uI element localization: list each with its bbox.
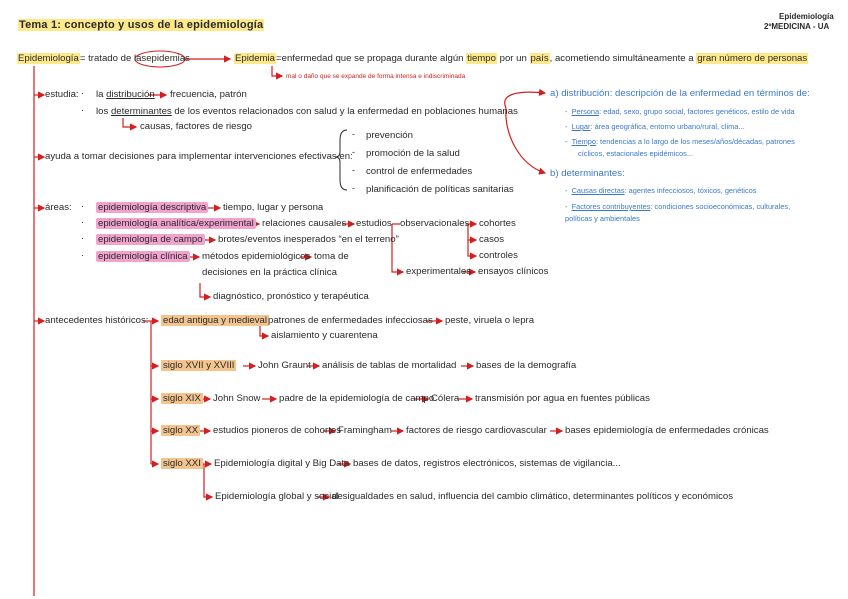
cohortes: cohortes xyxy=(479,218,516,229)
siglo-xvii: siglo XVII y XVIII xyxy=(163,360,235,371)
estudia-determinantes: los determinantes de los eventos relacionados con salud y la enfermedad en poblaciones humanas xyxy=(96,106,518,117)
area-clinica: epidemiología clínica xyxy=(98,251,188,262)
a-distribucion-heading: a) distribución: descripción de la enfermedad en términos de: xyxy=(550,88,810,99)
term-tiempo: tiempo xyxy=(467,53,496,64)
bullet: - xyxy=(352,147,355,157)
antecedentes-label: antecedentes históricos: xyxy=(45,315,149,326)
bullet: · xyxy=(81,88,84,98)
diagnostico: diagnóstico, pronóstico y terapéutica xyxy=(213,291,369,302)
campo-result: brotes/eventos inesperados “en el terreno” xyxy=(218,234,399,245)
bullet: · xyxy=(81,105,84,115)
areas-label: áreas: xyxy=(45,202,72,213)
siglo-xx: siglo XX xyxy=(163,425,199,436)
xvii-result-2: análisis de tablas de mortalidad xyxy=(322,360,457,371)
area-campo: epidemiología de campo xyxy=(98,234,203,245)
bullet: - xyxy=(352,183,355,193)
edad-antigua: edad antigua y medieval xyxy=(163,315,268,326)
bullet: - xyxy=(352,129,355,139)
xix-result-3: Cólera xyxy=(431,393,460,404)
area-analitica: epidemiología analítica/experimental xyxy=(98,218,254,229)
xix-result-4: transmisión por agua en fuentes públicas xyxy=(475,393,650,404)
bullet: · xyxy=(81,233,84,243)
casos: casos xyxy=(479,234,505,245)
xvii-result: John Graunt xyxy=(258,360,311,371)
xx-result-4: bases epidemiología de enfermedades crónicas xyxy=(565,425,769,436)
observacionales: observacionales xyxy=(400,218,470,229)
factores-line-2: políticas y ambientales xyxy=(565,214,640,223)
xix-result: John Snow xyxy=(213,393,261,404)
red-note: mal o daño que se expande de forma intensa e indiscriminada xyxy=(286,73,466,80)
edad-result-2: aislamiento y cuarentena xyxy=(271,330,378,341)
ayuda-item: prevención xyxy=(366,130,413,141)
distribucion-result: frecuencia, patrón xyxy=(170,89,247,100)
page-title: Tema 1: concepto y usos de la epidemiología xyxy=(19,19,264,31)
bullet: · xyxy=(81,217,84,227)
estudia-distribucion: la distribución xyxy=(96,89,155,100)
definition-line: Epidemiología= tratado de lasepidemias xyxy=(18,53,190,64)
xix-result-2: padre de la epidemiología de campo xyxy=(279,393,435,404)
lugar-line: - Lugar: área geográfica, entorno urbano/rural, clima... xyxy=(565,122,745,131)
siglo-xix: siglo XIX xyxy=(163,393,201,404)
factores-line: - Factores contribuyentes: condiciones socioeconómicas, culturales, xyxy=(565,202,791,211)
course-name: Epidemiología xyxy=(779,12,834,21)
xx-result: estudios pioneros de cohortes xyxy=(213,425,341,436)
bullet: · xyxy=(81,250,84,260)
term-gran-numero: gran número de personas xyxy=(697,53,808,64)
ayuda-item: planificación de políticas sanitarias xyxy=(366,184,514,195)
xx-result-3: factores de riesgo cardiovascular xyxy=(406,425,547,436)
toma-de: toma de xyxy=(314,251,349,262)
xxi-result-3: Epidemiología global y social xyxy=(215,491,339,502)
analitica-result: relaciones causales xyxy=(262,218,347,229)
decisiones: decisiones en la práctica clínica xyxy=(202,267,337,278)
controles: controles xyxy=(479,250,518,261)
xxi-result-4: desigualdades en salud, influencia del cambio climático, determinantes políticos y económicos xyxy=(332,491,734,502)
bullet: · xyxy=(81,201,84,211)
bullet: - xyxy=(352,165,355,175)
area-descriptiva: epidemiología descriptiva xyxy=(98,202,207,213)
ayuda-label: ayuda a tomar decisiones para implementar intervenciones efectivas en: xyxy=(45,151,353,162)
xxi-result-2: bases de datos, registros electrónicos, sistemas de vigilancia... xyxy=(353,458,621,469)
xvii-result-3: bases de la demografía xyxy=(476,360,577,371)
b-determinantes-heading: b) determinantes: xyxy=(550,168,625,179)
persona-line: - Persona: edad, sexo, grupo social, factores genéticos, estilo de vida xyxy=(565,107,795,116)
term-pais: país xyxy=(530,53,549,64)
xx-result-2: Framingham xyxy=(338,425,392,436)
epidemia-definition: Epidemia=enfermedad que se propaga durante algún tiempo por un país, acometiendo simultáneamente a gran número de personas xyxy=(235,53,808,64)
estudia-label: estudia: xyxy=(45,89,79,100)
ayuda-item: control de enfermedades xyxy=(366,166,473,177)
edad-result: patrones de enfermedades infecciosas xyxy=(268,315,433,326)
xxi-result: Epidemiología digital y Big Data xyxy=(214,458,350,469)
siglo-xxi: siglo XXI xyxy=(163,458,201,469)
term-epidemias: epidemias xyxy=(146,53,190,64)
ayuda-item: promoción de la salud xyxy=(366,148,460,159)
course-year: 2ºMEDICINA - UA xyxy=(764,22,830,31)
edad-result-b: peste, viruela o lepra xyxy=(445,315,535,326)
experimentales: experimentales xyxy=(406,266,472,277)
term-epidemia: Epidemia xyxy=(235,53,275,64)
clinica-result: métodos epidemiológicos xyxy=(202,251,311,262)
tiempo-line-2: cíclicos, estacionales epidémicos... xyxy=(578,149,694,158)
causas-line: - Causas directas: agentes infecciosos, tóxicos, genéticos xyxy=(565,186,757,195)
descriptiva-result: tiempo, lugar y persona xyxy=(223,202,324,213)
estudios: estudios xyxy=(356,218,392,229)
ensayos-clinicos: ensayos clínicos xyxy=(478,266,549,277)
term-epidemiologia: Epidemiología xyxy=(18,53,79,64)
tiempo-line: - Tiempo: tendencias a lo largo de los meses/años/décadas, patrones xyxy=(565,137,795,146)
determinantes-result: causas, factores de riesgo xyxy=(140,121,252,132)
